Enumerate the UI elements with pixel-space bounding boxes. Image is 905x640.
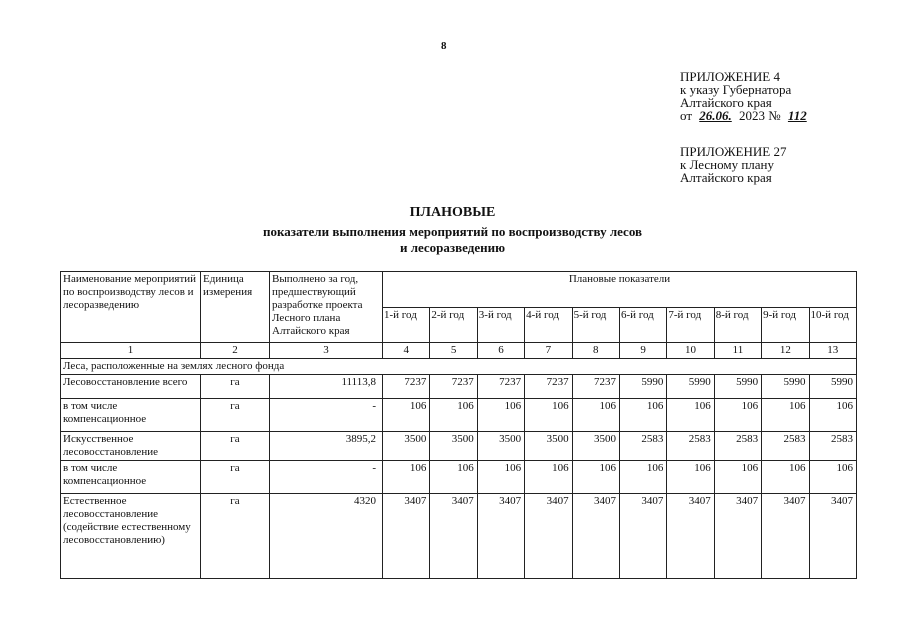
row-value: 106 [572, 399, 619, 432]
row-value: 3407 [383, 494, 430, 579]
row-done: 11113,8 [270, 375, 383, 399]
row-unit: га [201, 461, 270, 494]
header-year: 5-й год [572, 307, 619, 343]
row-value: 106 [619, 461, 666, 494]
appendix-27-block [680, 145, 786, 184]
row-name: Естественное лесовосстановление (содействие естественному лесовосстановлению) [61, 494, 201, 579]
row-done: - [270, 399, 383, 432]
header-year: 6-й год [619, 307, 666, 343]
row-name: в том числе компенсационное [61, 461, 201, 494]
row-unit: га [201, 375, 270, 399]
row-value: 106 [762, 461, 809, 494]
column-number: 7 [525, 343, 572, 359]
header-year: 10-й год [809, 307, 856, 343]
header-year: 1-й год [383, 307, 430, 343]
row-value: 106 [714, 399, 761, 432]
appendix-27-line1: к Лесному плану [680, 157, 775, 172]
row-value: 106 [619, 399, 666, 432]
row-name: Лесовосстановление всего [61, 375, 201, 399]
row-value: 3500 [572, 432, 619, 461]
row-value: 3500 [477, 432, 524, 461]
document-title: ПЛАНОВЫЕ [409, 205, 496, 220]
row-value: 3407 [430, 494, 477, 579]
row-value: 5990 [762, 375, 809, 399]
row-value: 2583 [809, 432, 856, 461]
row-value: 3407 [525, 494, 572, 579]
row-value: 5990 [619, 375, 666, 399]
row-value: 3407 [714, 494, 761, 579]
row-value: 2583 [619, 432, 666, 461]
row-unit: га [201, 432, 270, 461]
row-done: 4320 [270, 494, 383, 579]
header-year: 9-й год [762, 307, 809, 343]
row-value: 2583 [667, 432, 714, 461]
decree-year: 2023 № [739, 108, 781, 123]
row-value: 5990 [809, 375, 856, 399]
row-value: 106 [809, 399, 856, 432]
row-value: 106 [477, 461, 524, 494]
row-value: 106 [525, 461, 572, 494]
subtitle-line-1: показатели выполнения мероприятий по воспроизводству лесов [262, 224, 643, 239]
column-number: 8 [572, 343, 619, 359]
section-row [61, 359, 857, 375]
appendix-27-title: ПРИЛОЖЕНИЕ 27 [680, 144, 787, 159]
header-year: 3-й год [477, 307, 524, 343]
row-value: 3407 [477, 494, 524, 579]
header-unit: Единица измерения [201, 272, 270, 343]
row-value: 5990 [667, 375, 714, 399]
row-value: 3500 [525, 432, 572, 461]
row-unit: га [201, 399, 270, 432]
row-value: 7237 [430, 375, 477, 399]
row-value: 106 [572, 461, 619, 494]
appendix-4-line2: Алтайского края [680, 95, 772, 110]
table-row [61, 461, 857, 494]
row-done: - [270, 461, 383, 494]
row-value: 5990 [714, 375, 761, 399]
row-value: 106 [477, 399, 524, 432]
row-value: 106 [430, 399, 477, 432]
appendix-4-line1: к указу Губернатора [680, 82, 792, 97]
column-number: 9 [619, 343, 666, 359]
row-value: 106 [667, 399, 714, 432]
table-body [61, 375, 857, 579]
decree-number: 112 [787, 108, 807, 123]
row-value: 2583 [762, 432, 809, 461]
row-value: 7237 [383, 375, 430, 399]
row-value: 106 [383, 461, 430, 494]
subtitle-line-2: и лесоразведению [399, 240, 506, 255]
header-year: 2-й год [430, 307, 477, 343]
column-number: 11 [714, 343, 761, 359]
row-value: 3407 [809, 494, 856, 579]
from-label: от [680, 108, 693, 123]
row-done: 3895,2 [270, 432, 383, 461]
column-numbers-row [61, 343, 857, 359]
row-unit: га [201, 494, 270, 579]
table-row [61, 494, 857, 579]
row-value: 7237 [525, 375, 572, 399]
column-number: 12 [762, 343, 809, 359]
header-name: Наименование мероприятий по воспроизводству лесов и лесоразведению [61, 272, 201, 343]
column-number: 2 [201, 343, 270, 359]
column-number: 3 [270, 343, 383, 359]
row-value: 3407 [667, 494, 714, 579]
row-value: 106 [430, 461, 477, 494]
table-row [61, 375, 857, 399]
row-value: 3407 [572, 494, 619, 579]
document-subtitle [0, 224, 905, 256]
column-number: 6 [477, 343, 524, 359]
page-number: 8 [441, 40, 447, 52]
row-value: 3500 [430, 432, 477, 461]
column-number: 10 [667, 343, 714, 359]
header-plan: Плановые показатели [383, 272, 857, 308]
column-number: 1 [61, 343, 201, 359]
header-year: 7-й год [667, 307, 714, 343]
section-title: Леса, расположенные на землях лесного фонда [61, 359, 857, 375]
column-number: 4 [383, 343, 430, 359]
row-value: 106 [809, 461, 856, 494]
table-row [61, 399, 857, 432]
appendix-4-title: ПРИЛОЖЕНИЕ 4 [680, 69, 780, 84]
row-value: 106 [714, 461, 761, 494]
row-value: 3500 [383, 432, 430, 461]
decree-date: 26.06. [699, 108, 732, 123]
row-value: 2583 [714, 432, 761, 461]
appendix-27-line2: Алтайского края [680, 170, 772, 185]
header-year: 4-й год [525, 307, 572, 343]
row-value: 106 [383, 399, 430, 432]
appendix-4-block [680, 70, 811, 122]
header-done: Выполнено за год, предшествующий разработке проекта Лесного плана Алтайского края [270, 272, 383, 343]
row-value: 106 [762, 399, 809, 432]
appendix-4-date-line [680, 109, 811, 122]
header-year: 8-й год [714, 307, 761, 343]
column-number: 13 [809, 343, 856, 359]
row-value: 3407 [619, 494, 666, 579]
row-value: 106 [525, 399, 572, 432]
table-row [61, 432, 857, 461]
row-name: в том числе компенсационное [61, 399, 201, 432]
column-number: 5 [430, 343, 477, 359]
row-value: 7237 [572, 375, 619, 399]
row-value: 106 [667, 461, 714, 494]
row-value: 7237 [477, 375, 524, 399]
row-name: Искусственное лесовосстановление [61, 432, 201, 461]
row-value: 3407 [762, 494, 809, 579]
plan-table [60, 271, 857, 579]
header-row-1 [61, 272, 857, 308]
